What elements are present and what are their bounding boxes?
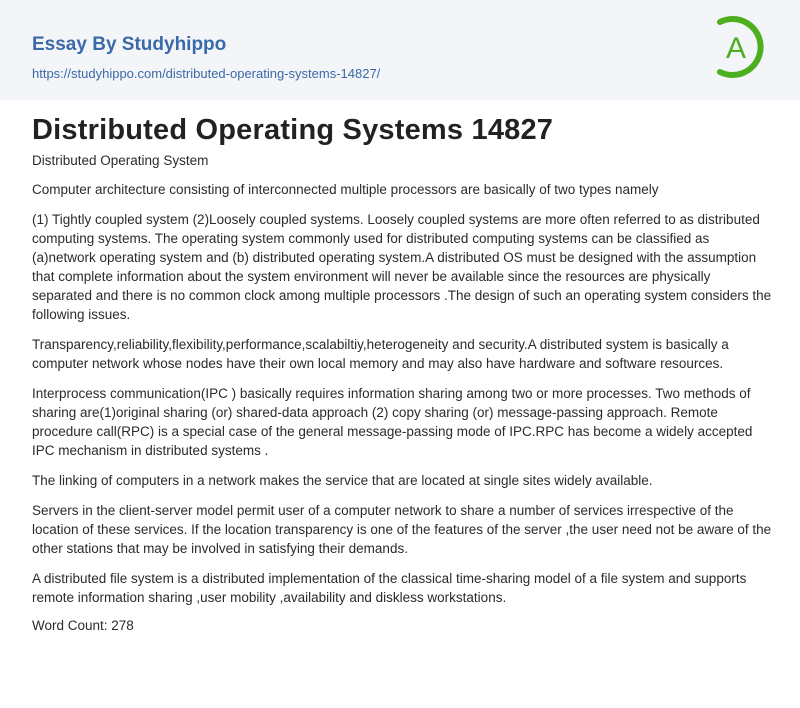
article [0, 114, 800, 633]
paragraph: Interprocess communication(IPC ) basically requires information sharing among two or more processes. Two methods of sharing are(1)original sharing (or) shared-data approach (2) copy sharing (or) message-passing approach. Remote procedure call(RPC) is a special case of the general message-passing mode of IPC.RPC has become a widely accepted IPC mechanism in distributed systems . [32, 386, 753, 458]
paragraph: A distributed file system is a distributed implementation of the classical time-sharing model of a file system and supports remote information sharing ,user mobility ,availability and diskless workstations. [32, 571, 747, 605]
page-title: Distributed Operating Systems 14827 [32, 114, 554, 146]
paragraph: Transparency,reliability,flexibility,performance,scalabiltiy,heterogeneity and security.A distributed system is basically a computer network whose nodes have their own local memory and may also have hardware and software resources. [32, 337, 729, 371]
word-count: Word Count: 278 [32, 618, 134, 633]
brand-name: Essay By Studyhippo [32, 34, 227, 55]
svg-text:A: A [725, 32, 747, 65]
paragraph: Computer architecture consisting of interconnected multiple processors are basically of two types namely [32, 182, 659, 197]
paragraph: The linking of computers in a network makes the service that are located at single sites widely available. [32, 473, 653, 488]
paragraph: (1) Tightly coupled system (2)Loosely coupled systems. Loosely coupled systems are more often referred to as distributed computing systems. The operating system commonly used for distributed computing systems can be classified as (a)network operating system and (b) distributed operating system.A distributed OS must be designed with the assumption that complete information about the system environment will never be available since the resources are physically separated and there is no common clock among multiple processors .The design of such an operating system considers the following issues. [32, 212, 772, 322]
site-header [0, 0, 800, 100]
essay-url-link[interactable]: https://studyhippo.com/distributed-operating-systems-14827/ [32, 66, 381, 81]
article-subtitle: Distributed Operating System [32, 153, 209, 168]
paragraph: Servers in the client-server model permit user of a computer network to share a number of services irrespective of the location of these services. If the location transparency is one of the features of the server ,the user need not be aware of the other stations that may be involved in satisfying their demands. [32, 503, 772, 556]
studyhippo-logo-icon[interactable] [712, 14, 772, 80]
